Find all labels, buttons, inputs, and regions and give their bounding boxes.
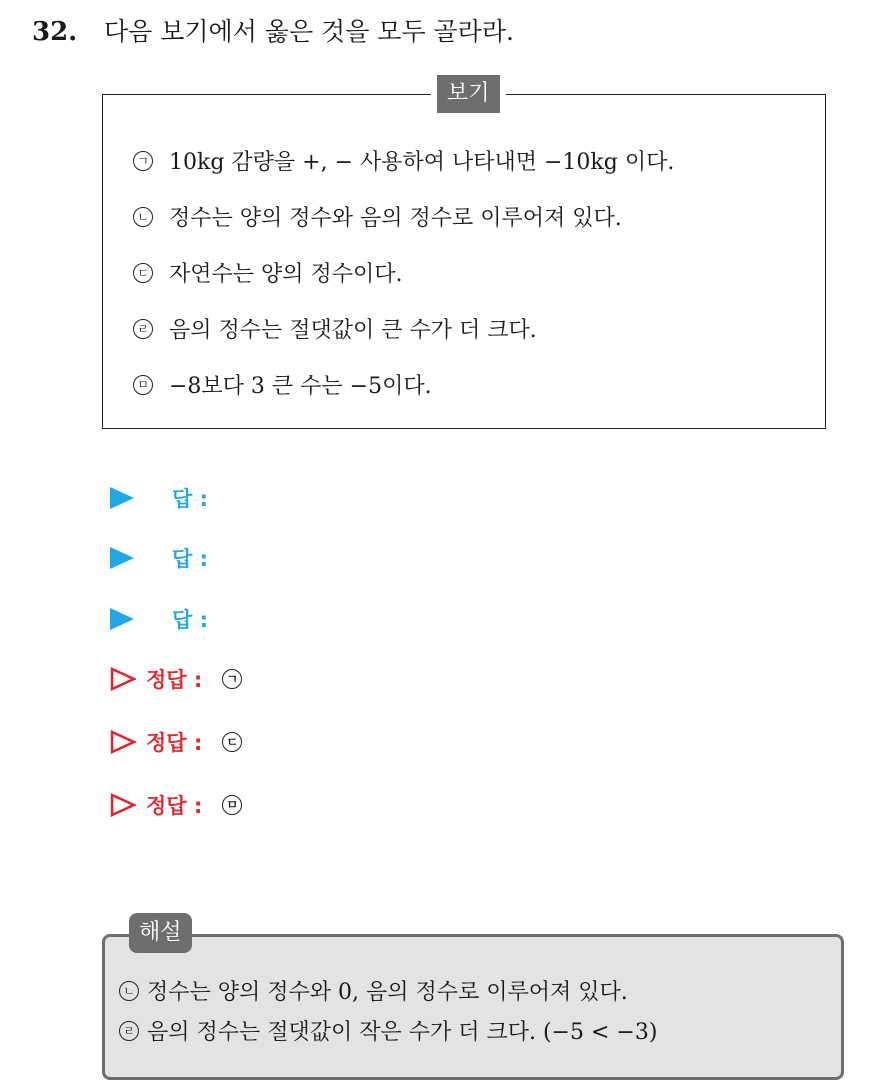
example-item bbox=[133, 145, 674, 176]
filled-triangle-icon bbox=[110, 547, 134, 569]
correct-answer-row bbox=[110, 664, 258, 694]
example-item-text: 자연수는 양의 정수이다. bbox=[169, 262, 403, 287]
answer-row bbox=[110, 543, 208, 573]
example-item bbox=[133, 257, 403, 288]
outline-triangle-icon bbox=[110, 730, 136, 754]
answer-row bbox=[110, 604, 208, 634]
correct-answer-label: 정답 : bbox=[146, 794, 203, 818]
answer-label: 답 : bbox=[172, 608, 208, 632]
answer-label: 답 : bbox=[172, 487, 208, 511]
correct-answer-value: ㄱ bbox=[222, 669, 242, 689]
correct-answer-row bbox=[110, 727, 258, 757]
outline-triangle-icon bbox=[110, 667, 136, 691]
answer-row bbox=[110, 483, 208, 513]
outline-triangle-icon bbox=[110, 793, 136, 817]
correct-answer-value: ㄷ bbox=[222, 732, 242, 752]
question-number: 32. bbox=[32, 17, 78, 47]
circled-marker: ㄱ bbox=[133, 151, 153, 171]
explanation-label: 해설 bbox=[129, 913, 192, 953]
correct-answer-label: 정답 : bbox=[146, 668, 203, 692]
question-text: 다음 보기에서 옳은 것을 모두 골라라. bbox=[104, 17, 514, 46]
example-item-text: −8보다 3 큰 수는 −5이다. bbox=[169, 374, 432, 399]
explanation-box bbox=[102, 920, 844, 1080]
filled-triangle-icon bbox=[110, 608, 134, 630]
circled-marker: ㄴ bbox=[119, 981, 139, 1001]
circled-marker: ㄴ bbox=[133, 207, 153, 227]
question bbox=[32, 12, 514, 48]
example-item-text: 10kg 감량을 +, − 사용하여 나타내면 −10kg 이다. bbox=[169, 150, 675, 175]
example-item bbox=[133, 201, 622, 232]
circled-marker: ㅁ bbox=[133, 375, 153, 395]
circled-marker: ㄹ bbox=[119, 1021, 139, 1041]
explanation-text: 정수는 양의 정수와 0, 음의 정수로 이루어져 있다. bbox=[147, 980, 628, 1005]
example-box bbox=[102, 81, 826, 429]
example-item-text: 정수는 양의 정수와 음의 정수로 이루어져 있다. bbox=[169, 206, 622, 231]
correct-answer-label: 정답 : bbox=[146, 731, 203, 755]
answer-label: 답 : bbox=[172, 547, 208, 571]
example-item bbox=[133, 313, 537, 344]
explanation-text: 음의 정수는 절댓값이 작은 수가 더 크다. (−5 < −3) bbox=[147, 1020, 658, 1045]
example-box-label: 보기 bbox=[431, 75, 506, 113]
filled-triangle-icon bbox=[110, 487, 134, 509]
circled-marker: ㄷ bbox=[133, 263, 153, 283]
circled-marker: ㄹ bbox=[133, 319, 153, 339]
explanation-line bbox=[119, 1015, 657, 1046]
example-item-text: 음의 정수는 절댓값이 큰 수가 더 크다. bbox=[169, 318, 537, 343]
correct-answer-row bbox=[110, 790, 258, 820]
explanation-line bbox=[119, 975, 628, 1006]
correct-answer-value: ㅁ bbox=[222, 795, 242, 815]
example-item bbox=[133, 369, 432, 400]
